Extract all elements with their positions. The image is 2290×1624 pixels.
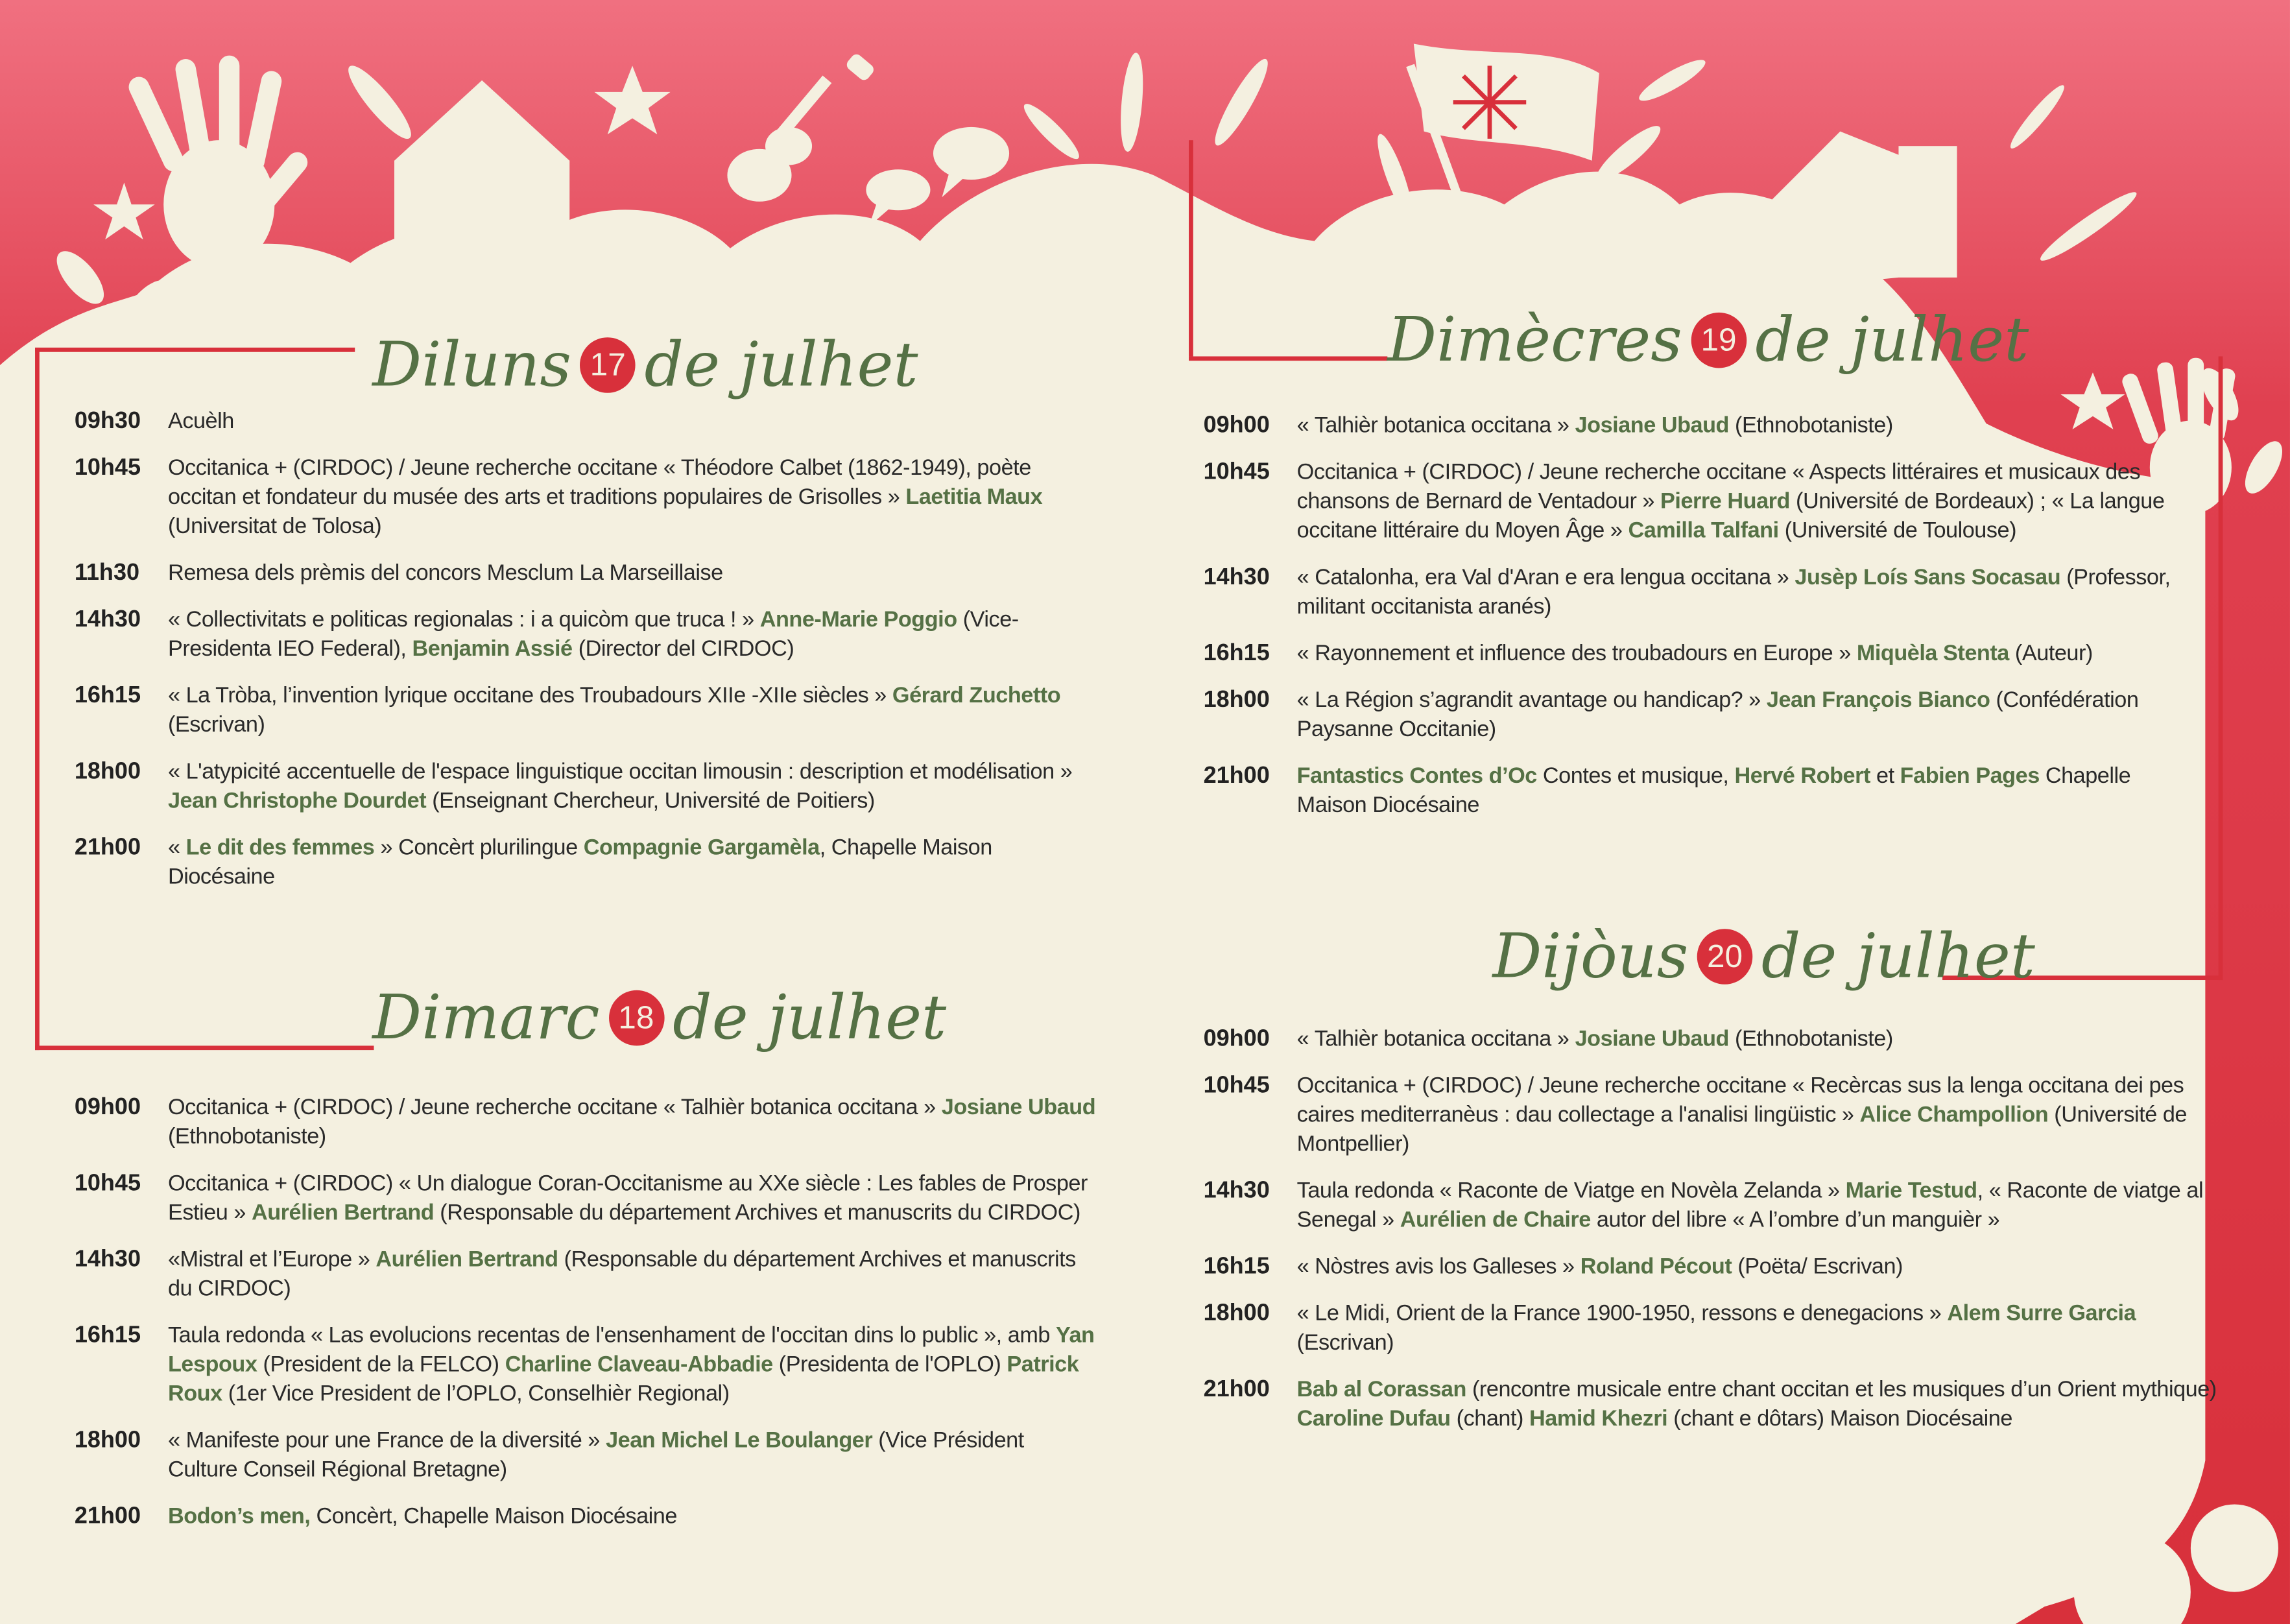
event-text: (rencontre musicale entre chant occitan et les musiques d’un Orient mythique) bbox=[1466, 1377, 2217, 1402]
event-time: 21h00 bbox=[1203, 1377, 1270, 1402]
speaker-name: Jean François Bianco bbox=[1766, 687, 1990, 713]
event-text: « L'atypicité accentuelle de l'espace linguistique occitan limousin : description et modélisation » bbox=[167, 759, 1073, 785]
date-badge: 20 bbox=[1697, 928, 1753, 984]
speaker-name: Marie Testud bbox=[1845, 1178, 1977, 1204]
event-text: « Nòstres avis los Galleses » bbox=[1296, 1254, 1580, 1280]
speaker-name: Josiane Ubaud bbox=[941, 1095, 1096, 1121]
event-row bbox=[75, 682, 1082, 741]
speaker-name: Jusèp Loís Sans Socasau bbox=[1795, 565, 2061, 590]
event-text: (1er Vice President de l’OPLO, Conselhièr Regional) bbox=[222, 1381, 730, 1407]
speaker-name: Aurélien Bertrand bbox=[251, 1200, 435, 1226]
heading-day-3 bbox=[1387, 304, 2029, 375]
event-row bbox=[75, 454, 1082, 542]
event-row bbox=[75, 1503, 1097, 1532]
speaker-name: Charline Claveau-Abbadie bbox=[505, 1352, 773, 1378]
event-time: 10h45 bbox=[1203, 460, 1270, 485]
event-time: 18h00 bbox=[74, 759, 141, 785]
speaker-name: Patrick Roux bbox=[167, 1352, 1079, 1407]
event-text: » Concèrt plurilingue bbox=[374, 835, 584, 861]
event-text: (chant) bbox=[1450, 1406, 1530, 1431]
event-time: 21h00 bbox=[74, 835, 141, 861]
event-text: Occitanica + (CIRDOC) / Jeune recherche occitane « Talhièr botanica occitana » bbox=[167, 1095, 942, 1121]
speaker-name: Pierre Huard bbox=[1660, 489, 1790, 514]
event-text: (Poëta/ Escrivan) bbox=[1732, 1254, 1903, 1280]
event-text: , « Raconte de viatge al Senegal » bbox=[1296, 1178, 2204, 1233]
event-description bbox=[168, 1246, 1097, 1304]
event-text: (Universitat de Tolosa) bbox=[167, 514, 382, 539]
event-time: 14h30 bbox=[1203, 1178, 1270, 1204]
event-text: Chapelle Maison Diocésaine bbox=[1296, 763, 2131, 818]
speaker-name: Alem Surre Garcia bbox=[1947, 1301, 2136, 1326]
speaker-name: Compagnie Gargamèla bbox=[583, 835, 820, 861]
event-text: «Mistral et l’Europe » bbox=[167, 1247, 376, 1272]
speaker-name: Josiane Ubaud bbox=[1575, 413, 1730, 438]
event-text: « Collectivitats e politicas regionalas : i a quicòm que truca ! » bbox=[167, 607, 760, 633]
event-text: « La Région s’agrandit avantage ou handicap? » bbox=[1296, 687, 1767, 713]
frame-right-top bbox=[1189, 140, 1193, 356]
event-text: (Auteur) bbox=[2009, 641, 2093, 666]
heading-day: Diluns bbox=[372, 328, 571, 401]
speaker-name: Camilla Talfani bbox=[1628, 518, 1779, 543]
event-description bbox=[1297, 1376, 2226, 1434]
event-text: (Enseignant Chercheur, Université de Poitiers) bbox=[426, 789, 875, 814]
heading-day: Dimècres bbox=[1387, 304, 1682, 376]
event-description bbox=[168, 606, 1082, 665]
frame-left-bottom bbox=[35, 1045, 374, 1050]
event-row bbox=[75, 559, 1082, 588]
event-time: 18h00 bbox=[1203, 687, 1270, 713]
event-text: « Talhièr botanica occitana » bbox=[1296, 1027, 1575, 1052]
speaker-name: Roland Pécout bbox=[1580, 1254, 1732, 1280]
event-text: « La Tròba, l’invention lyrique occitane des Troubadours XIIe -XIIe siècles » bbox=[167, 683, 892, 709]
event-row bbox=[1204, 686, 2175, 745]
event-row bbox=[75, 1322, 1097, 1409]
event-text: « Rayonnement et influence des troubadours en Europe » bbox=[1296, 641, 1857, 666]
speaker-name: Gérard Zuchetto bbox=[892, 683, 1061, 709]
event-description bbox=[1297, 564, 2175, 622]
heading-day: Dijòus bbox=[1492, 920, 1689, 992]
heading-day-2 bbox=[372, 981, 946, 1053]
event-text: « Catalonha, era Val d'Aran e era lengua occitana » bbox=[1296, 565, 1795, 590]
schedule-day-4 bbox=[1204, 1025, 2226, 1452]
date-badge: 17 bbox=[580, 337, 636, 392]
event-time: 16h15 bbox=[74, 1323, 141, 1348]
event-text: (Université de Bordeaux) ; « La langue occitane littéraire du Moyen Âge » bbox=[1296, 489, 2165, 543]
event-time: 09h00 bbox=[74, 1095, 141, 1121]
event-time: 16h15 bbox=[1203, 641, 1270, 666]
schedule-day-2 bbox=[75, 1094, 1097, 1550]
event-description bbox=[1297, 639, 2093, 669]
speaker-name: Hervé Robert bbox=[1734, 763, 1870, 789]
event-text: et bbox=[1870, 763, 1900, 789]
speaker-name: Le dit des femmes bbox=[185, 835, 375, 861]
event-description bbox=[168, 559, 723, 588]
event-description bbox=[168, 682, 1082, 741]
event-description bbox=[1297, 1300, 2226, 1358]
event-text: , Chapelle Maison Diocésaine bbox=[167, 835, 992, 890]
event-time: 14h30 bbox=[74, 607, 141, 633]
date-badge: 19 bbox=[1691, 312, 1747, 368]
speaker-name: Jean Michel Le Boulanger bbox=[606, 1428, 873, 1453]
heading-day: Dimarc bbox=[372, 981, 600, 1053]
event-description bbox=[168, 758, 1082, 817]
event-text: (Université de Toulouse) bbox=[1778, 518, 2017, 543]
event-text: (Vice Président Culture Conseil Régional Bretagne) bbox=[167, 1428, 1024, 1483]
event-time: 10h45 bbox=[74, 455, 141, 481]
event-row bbox=[75, 1246, 1097, 1304]
event-description bbox=[1297, 762, 2175, 820]
event-time: 11h30 bbox=[74, 560, 140, 586]
event-text: (Professor, militant occitanista aranés) bbox=[1296, 565, 2171, 619]
event-time: 18h00 bbox=[1203, 1301, 1270, 1326]
event-time: 09h00 bbox=[1203, 1027, 1270, 1052]
speaker-name: Fantastics Contes d’Oc bbox=[1296, 763, 1537, 789]
event-text: (Presidenta de l'OPLO) bbox=[772, 1352, 1007, 1378]
schedule-day-1 bbox=[75, 407, 1082, 910]
frame-right-side bbox=[2219, 356, 2223, 980]
event-text: Concèrt, Chapelle Maison Diocésaine bbox=[310, 1504, 677, 1529]
event-text: (Escrivan) bbox=[167, 712, 265, 738]
event-description bbox=[168, 454, 1082, 542]
event-text: (Université de Montpellier) bbox=[1296, 1103, 2188, 1157]
event-time: 16h15 bbox=[74, 683, 141, 709]
event-row bbox=[1204, 564, 2175, 622]
cloud-bump bbox=[2191, 1504, 2278, 1592]
event-row bbox=[75, 1170, 1097, 1228]
event-text: Occitanica + (CIRDOC) « Un dialogue Coran-Occitanisme au XXe siècle : Les fables de Prosper Estieu » bbox=[167, 1171, 1088, 1226]
event-row bbox=[75, 1094, 1097, 1152]
event-description bbox=[1297, 412, 1893, 441]
event-text: (Escrivan) bbox=[1296, 1330, 1394, 1355]
event-description bbox=[1297, 1072, 2226, 1160]
heading-day-1 bbox=[372, 329, 918, 400]
event-time: 14h30 bbox=[74, 1247, 141, 1272]
event-row bbox=[1204, 1025, 2226, 1055]
event-text: Contes et musique, bbox=[1536, 763, 1735, 789]
event-description bbox=[1297, 1253, 1903, 1282]
event-row bbox=[75, 758, 1082, 817]
event-description bbox=[168, 1503, 677, 1532]
event-text: Taula redonda « Raconte de Viatge en Novèla Zelanda » bbox=[1296, 1178, 1846, 1204]
event-text: « bbox=[167, 835, 186, 861]
event-row bbox=[75, 407, 1082, 436]
schedule-day-3 bbox=[1204, 412, 2175, 839]
event-time: 14h30 bbox=[1203, 565, 1270, 590]
event-time: 16h15 bbox=[1203, 1254, 1270, 1280]
heading-month: de julhet bbox=[644, 328, 918, 401]
event-text: (Responsable du département Archives et manuscrits du CIRDOC) bbox=[167, 1247, 1076, 1302]
event-row bbox=[75, 834, 1082, 892]
speaker-name: Caroline Dufau bbox=[1296, 1406, 1451, 1431]
event-text: autor del libre « A l’ombre d’un manguièr » bbox=[1590, 1208, 2000, 1233]
speaker-name: Alice Champollion bbox=[1859, 1103, 2049, 1128]
speaker-name: Jean Christophe Dourdet bbox=[167, 789, 427, 814]
event-row bbox=[1204, 639, 2175, 669]
date-badge: 18 bbox=[608, 990, 664, 1045]
heading-day-4 bbox=[1492, 920, 2034, 992]
event-text: (Ethnobotaniste) bbox=[1729, 1027, 1893, 1052]
event-row bbox=[1204, 1253, 2226, 1282]
event-time: 10h45 bbox=[74, 1171, 141, 1197]
heading-month: de julhet bbox=[1761, 920, 2035, 992]
event-row bbox=[1204, 1072, 2226, 1160]
event-text: (Confédération Paysanne Occitanie) bbox=[1296, 687, 2139, 742]
event-description bbox=[1297, 686, 2175, 745]
event-row bbox=[75, 1427, 1097, 1485]
event-time: 09h30 bbox=[74, 409, 141, 434]
event-description bbox=[1297, 459, 2175, 546]
speaker-name: Aurélien Bertrand bbox=[376, 1247, 558, 1272]
event-description bbox=[168, 1427, 1097, 1485]
speaker-name: Yan Lespoux bbox=[167, 1323, 1095, 1378]
event-text: (Director del CIRDOC) bbox=[572, 636, 794, 662]
event-text: (President de la FELCO) bbox=[257, 1352, 505, 1378]
event-text: Occitanica + (CIRDOC) / Jeune recherche occitane « Théodore Calbet (1862-1949), poète occitan et fondateur du musée des arts et traditions populaires de Grisolles » bbox=[167, 455, 1031, 510]
event-row bbox=[75, 606, 1082, 665]
event-text: Occitanica + (CIRDOC) / Jeune recherche occitane « Recèrcas sus la lenga occitana dei pes caires mediterranèus : dau collectage a l'analisi lingüistic » bbox=[1296, 1073, 2184, 1128]
speaker-name: Miquèla Stenta bbox=[1856, 641, 2009, 666]
event-description bbox=[168, 1322, 1097, 1409]
speaker-name: Hamid Khezri bbox=[1529, 1406, 1668, 1431]
event-text: « Manifeste pour une France de la diversité » bbox=[167, 1428, 606, 1453]
event-text: (Ethnobotaniste) bbox=[1729, 413, 1893, 438]
event-text: (chant e dôtars) Maison Diocésaine bbox=[1667, 1406, 2012, 1431]
event-description bbox=[168, 1094, 1097, 1152]
speaker-name: Bodon’s men, bbox=[167, 1504, 311, 1529]
event-text: Occitanica + (CIRDOC) / Jeune recherche occitane « Aspects littéraires et musicaux des chansons de Bernard de Ventadour » bbox=[1296, 460, 2141, 514]
event-description bbox=[1297, 1025, 1893, 1055]
event-time: 10h45 bbox=[1203, 1073, 1270, 1099]
event-row bbox=[1204, 412, 2175, 441]
speaker-name: Josiane Ubaud bbox=[1575, 1027, 1730, 1052]
event-time: 09h00 bbox=[1203, 413, 1270, 438]
speaker-name: Anne-Marie Poggio bbox=[759, 607, 957, 633]
speaker-name: Laetitia Maux bbox=[905, 484, 1043, 510]
event-description bbox=[168, 407, 234, 436]
event-text: « Le Midi, Orient de la France 1900-1950, ressons e denegacions » bbox=[1296, 1301, 1948, 1326]
event-description bbox=[1297, 1177, 2226, 1236]
event-text: Taula redonda « Las evolucions recentas de l'ensenhament de l'occitan dins lo public », amb bbox=[167, 1323, 1056, 1348]
speaker-name: Benjamin Assié bbox=[412, 636, 573, 662]
event-time: 18h00 bbox=[74, 1428, 141, 1453]
speaker-name: Fabien Pages bbox=[1900, 763, 2040, 789]
event-row bbox=[1204, 459, 2175, 546]
event-row bbox=[1204, 1177, 2226, 1236]
event-row bbox=[1204, 762, 2175, 820]
event-time: 21h00 bbox=[1203, 763, 1270, 789]
speaker-name: Bab al Corassan bbox=[1296, 1377, 1466, 1402]
heading-month: de julhet bbox=[673, 981, 947, 1053]
event-time: 21h00 bbox=[74, 1504, 141, 1529]
heading-month: de julhet bbox=[1755, 304, 2029, 376]
event-row bbox=[1204, 1300, 2226, 1358]
event-text: (Vice-Presidenta IEO Federal), bbox=[167, 607, 1019, 662]
speaker-name: Aurélien de Chaire bbox=[1400, 1208, 1591, 1233]
event-text: Acuèlh bbox=[167, 409, 234, 434]
event-text: « Talhièr botanica occitana » bbox=[1296, 413, 1575, 438]
frame-right-top-h bbox=[1189, 356, 1387, 361]
event-text: (Responsable du département Archives et manuscrits du CIRDOC) bbox=[434, 1200, 1080, 1226]
event-text: Remesa dels prèmis del concors Mesclum La Marseillaise bbox=[167, 560, 723, 586]
event-description bbox=[168, 1170, 1097, 1228]
event-text: (Ethnobotaniste) bbox=[167, 1124, 326, 1150]
event-row bbox=[1204, 1376, 2226, 1434]
event-description bbox=[168, 834, 1082, 892]
